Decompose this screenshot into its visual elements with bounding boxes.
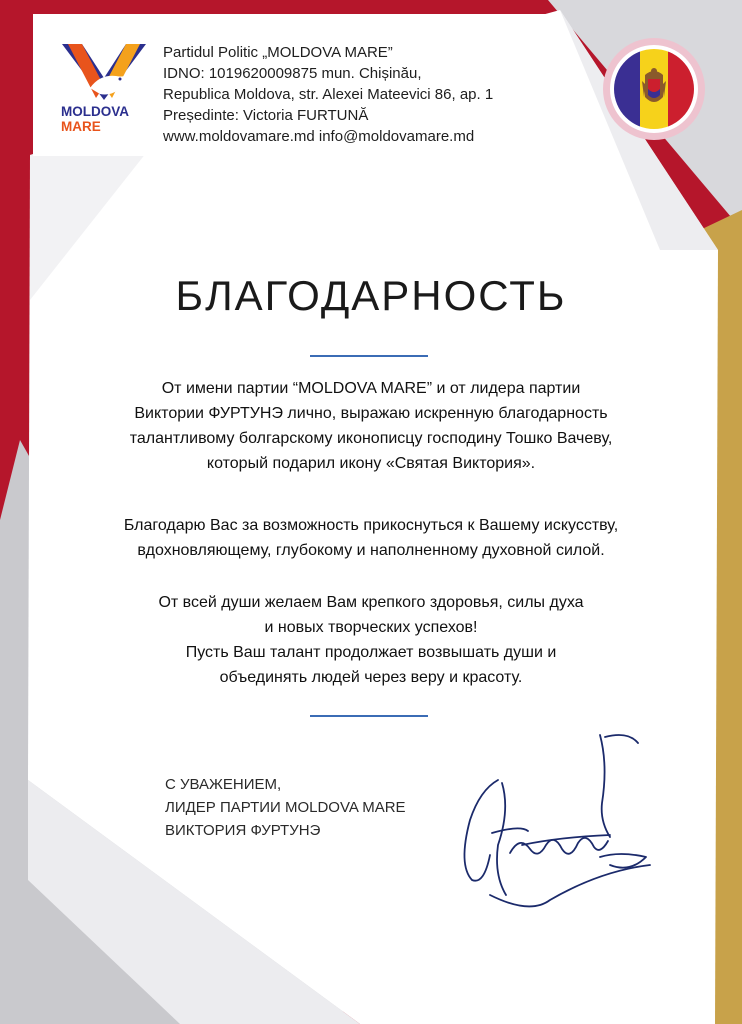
- party-president: Președinte: Victoria FURTUNĂ: [163, 107, 369, 124]
- paragraph-line: Пусть Ваш талант продолжает возвышать души и: [185, 644, 557, 661]
- paragraph-line: Благодарю Вас за возможность прикоснуться к Вашему искусству,: [123, 517, 619, 534]
- signoff-position: ЛИДЕР ПАРТИИ MOLDOVA MARE: [165, 799, 406, 816]
- signoff-block: [165, 773, 406, 842]
- logo-text-mare: MARE: [61, 119, 101, 134]
- paragraph-line: От имени партии “MOLDOVA MARE” и от лидера партии: [161, 380, 581, 397]
- paragraph-line: От всей души желаем Вам крепкого здоровья, силы духа: [158, 594, 584, 611]
- document-title: БЛАГОДАРНОСТЬ: [175, 272, 567, 319]
- paragraph-line: Виктории ФУРТУНЭ лично, выражаю искренную благодарность: [134, 405, 608, 422]
- logo-text-moldova: MOLDOVA: [61, 104, 129, 119]
- party-idno: IDNO: 1019620009875 mun. Chișinău,: [163, 65, 422, 82]
- party-contacts: www.moldovamare.md info@moldovamare.md: [163, 128, 475, 145]
- moldova-coat-of-arms-icon: [602, 37, 706, 141]
- handwritten-signature-icon: [450, 725, 660, 925]
- paragraph-3: [90, 590, 652, 690]
- paragraph-line: и новых творческих успехов!: [264, 619, 478, 636]
- title-divider: [310, 355, 428, 357]
- paragraph-line: талантливому болгарскому иконописцу господину Тошко Вачеву,: [129, 430, 613, 447]
- signoff-name: ВИКТОРИЯ ФУРТУНЭ: [165, 822, 321, 839]
- party-address: Republica Moldova, str. Alexei Mateevici 86, ap. 1: [163, 86, 494, 103]
- signoff-greeting: С УВАЖЕНИЕМ,: [165, 776, 282, 793]
- party-details: [163, 42, 493, 147]
- paragraph-line: который подарил икону «Святая Виктория».: [206, 455, 536, 472]
- paragraph-line: вдохновляющему, глубокому и наполненному духовной силой.: [137, 542, 605, 559]
- paragraph-line: объединять людей через веру и красоту.: [219, 669, 523, 686]
- bottom-divider: [310, 715, 428, 717]
- paragraph-1: [90, 376, 652, 476]
- paragraph-2: [90, 513, 652, 563]
- party-name: Partidul Politic „MOLDOVA MARE”: [163, 44, 393, 61]
